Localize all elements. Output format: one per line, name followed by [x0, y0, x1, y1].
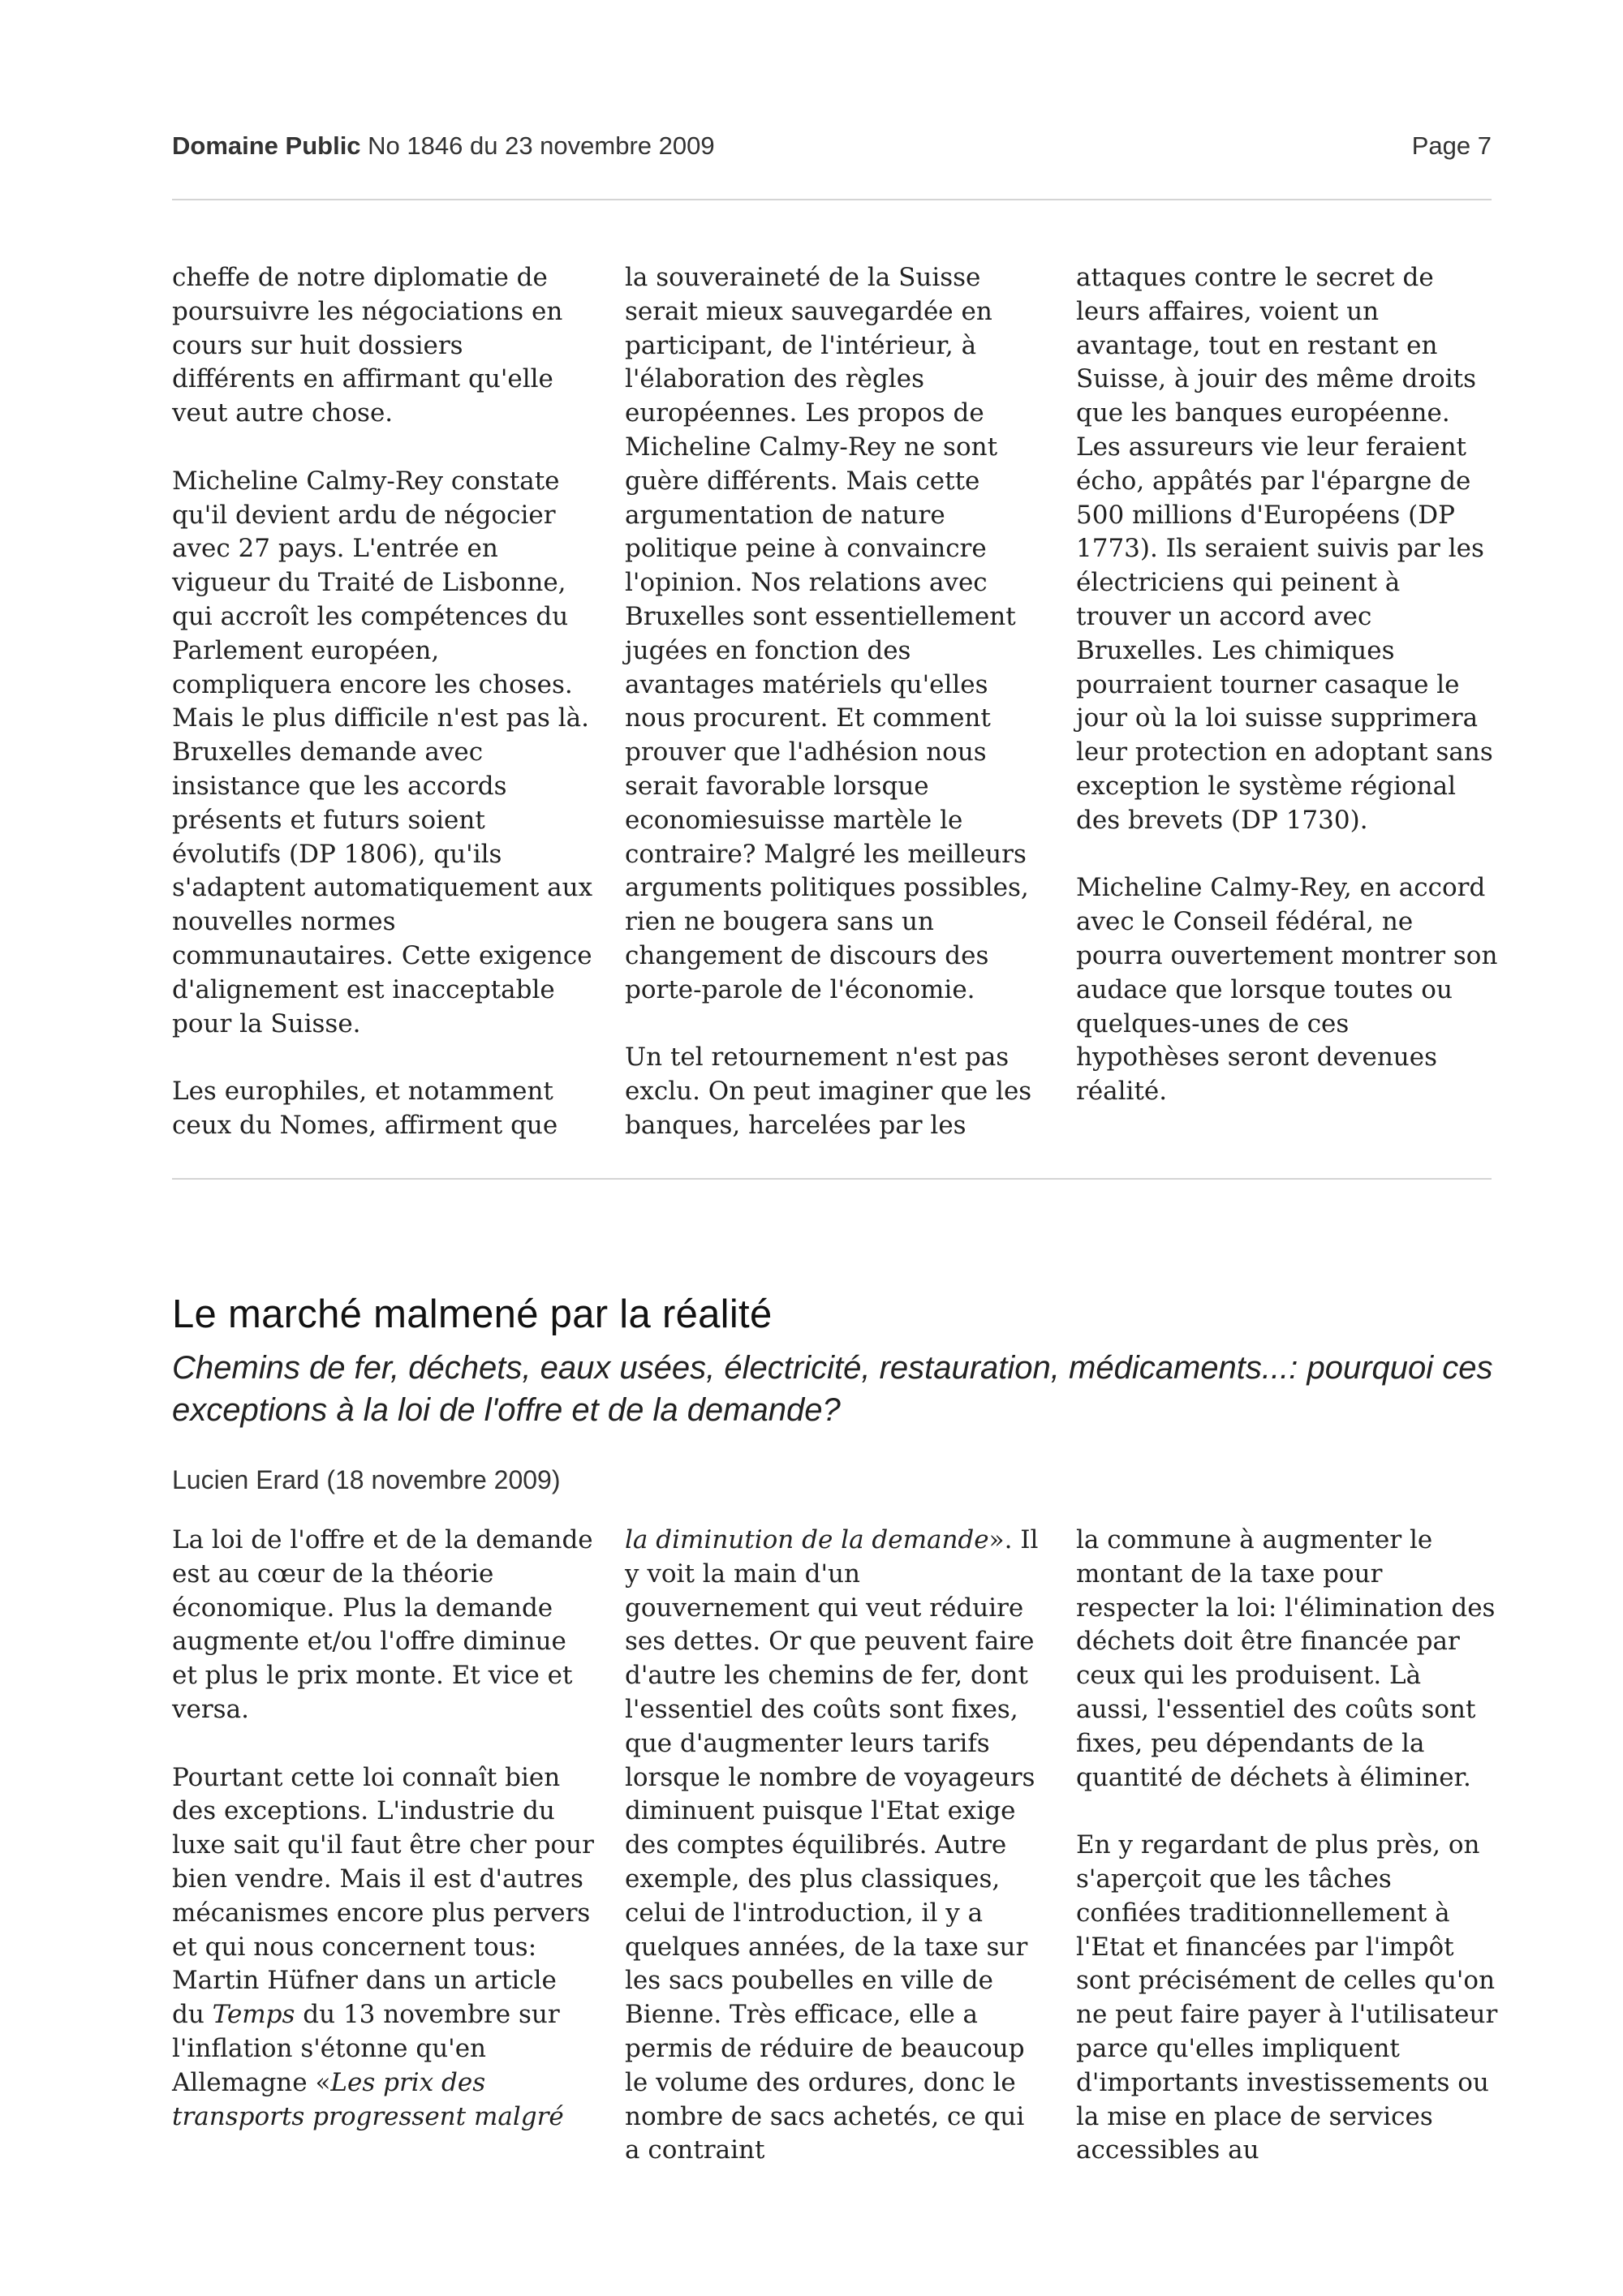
- paragraph: Les europhiles, et notamment ceux du Nomes, affirment que: [172, 1077, 558, 1140]
- publication-name: Domaine Public: [172, 131, 361, 160]
- article2-column-1: [172, 1524, 594, 2134]
- paragraph: la souveraineté de la Suisse serait mieux sauvegardée en participant, de l'intérieur, à l'élaboration des règles européennes. Les propos de Micheline Calmy-Rey ne sont guère différents. Mais cette argumentation de nature politique peine à convaincre l'opinion. Nos relations avec Bruxelles sont essentiellement jugées en fonction des avantages matériels qu'elles nous procurent. Et comment prouver que l'adhésion nous serait favorable lorsque economiesuisse martèle le contraire? Malgré les meilleurs arguments politiques possibles, rien ne bougera sans un changement de discours des porte-parole de l'économie.: [625, 263, 1029, 1004]
- article-byline: Lucien Erard (18 novembre 2009): [172, 1465, 561, 1494]
- paragraph: cheffe de notre diplomatie de poursuivre les négociations en cours sur huit dossiers différents en affirmant qu'elle veut autre chose.: [172, 263, 563, 428]
- paragraph: [172, 1761, 594, 2135]
- article2-column-3: [1076, 1524, 1498, 2168]
- article-divider: [172, 1178, 1492, 1180]
- article-title: Le marché malmené par la réalité: [172, 1292, 773, 1336]
- paragraph: En y regardant de plus près, on s'aperçoit que les tâches confiées traditionnellement à l'Etat et financées par l'impôt sont précisément de celles qu'on ne peut faire payer à l'utilisateur parce qu'elles impliquent d'importants investissements ou la mise en place de services accessibles au: [1076, 1830, 1498, 2165]
- quotation: Les prix des transports progressent malgré: [172, 2067, 564, 2131]
- newspaper-name: Temps: [212, 2000, 295, 2030]
- paragraph-text: Pourtant cette loi connaît bien des exceptions. L'industrie du luxe sait qu'il faut être cher pour bien vendre. Mais il est d'autres mécanismes encore plus pervers et qui nous concernent tous: Martin Hüfner dans un article du: [172, 1762, 594, 2030]
- paragraph: [625, 1524, 1047, 2168]
- paragraph: Micheline Calmy-Rey, en accord avec le Conseil fédéral, ne pourra ouvertement montrer son audace que lorsque toutes ou quelques-unes de ces hypothèses seront devenues réalité.: [1076, 873, 1498, 1107]
- article1-column-1: [172, 261, 594, 1143]
- paragraph: Un tel retournement n'est pas exclu. On peut imaginer que les banques, harcelées par les: [625, 1043, 1032, 1140]
- paragraph-text: ». Il y voit la main d'un gouvernement qui veut réduire ses dettes. Or que peuvent faire d'autre les chemins de fer, dont l'essentiel des coûts sont fixes, que d'augmenter leurs tarifs lorsque le nombre de voyageurs diminuent puisque l'Etat exige des comptes équilibrés. Autre exemple, des plus classiques, celui de l'introduction, il y a quelques années, de la taxe sur les sacs poubelles en ville de Bienne. Très efficace, elle a permis de réduire de beaucoup le volume des ordures, donc le nombre de sacs achetés, ce qui a contraint: [625, 1525, 1039, 2165]
- article1-column-3: [1076, 261, 1498, 1109]
- paragraph: attaques contre le secret de leurs affaires, voient un avantage, tout en restant en Suisse, à jouir des même droits que les banques européenne. Les assureurs vie leur feraient écho, appâtés par l'épargne de 500 millions d'Européens (DP 1773). Ils seraient suivis par les électriciens qui peinent à trouver un accord avec Bruxelles. Les chimiques pourraient tourner casaque le jour où la loi suisse supprimera leur protection en adoptant sans exception le système régional des brevets (DP 1730).: [1076, 263, 1493, 835]
- issue-info: No 1846 du 23 novembre 2009: [368, 131, 715, 160]
- quotation: la diminution de la demande: [625, 1525, 989, 1554]
- paragraph: la commune à augmenter le montant de la taxe pour respecter la loi: l'élimination des déchets doit être financée par ceux qui les produisent. Là aussi, l'essentiel des coûts sont fixes, peu dépendants de la quantité de déchets à éliminer.: [1076, 1525, 1496, 1792]
- article2-column-2: [625, 1524, 1047, 2168]
- publication-info: [172, 131, 715, 161]
- paragraph: Micheline Calmy-Rey constate qu'il devient ardu de négocier avec 27 pays. L'entrée en vigueur du Traité de Lisbonne, qui accroît les compétences du Parlement européen, compliquera encore les choses. Mais le plus difficile n'est pas là. Bruxelles demande avec insistance que les accords présents et futurs soient évolutifs (DP 1806), qu'ils s'adaptent automatiquement aux nouvelles normes communautaires. Cette exigence d'alignement est inacceptable pour la Suisse.: [172, 466, 593, 1038]
- page-header: [172, 131, 1492, 172]
- article-subtitle: Chemins de fer, déchets, eaux usées, électricité, restauration, médicaments...: pourquoi ces exceptions à la loi de l'offre et de la demande?: [172, 1350, 1493, 1428]
- paragraph-text: du 13 novembre sur l'inflation s'étonne qu'en Allemagne «: [172, 2000, 560, 2097]
- article1-column-2: [625, 261, 1047, 1143]
- paragraph: La loi de l'offre et de la demande est au cœur de la théorie économique. Plus la demande augmente et/ou l'offre diminue et plus le prix monte. Et vice et versa.: [172, 1525, 593, 1724]
- header-divider: [172, 199, 1492, 200]
- page-number: Page 7: [1411, 131, 1492, 160]
